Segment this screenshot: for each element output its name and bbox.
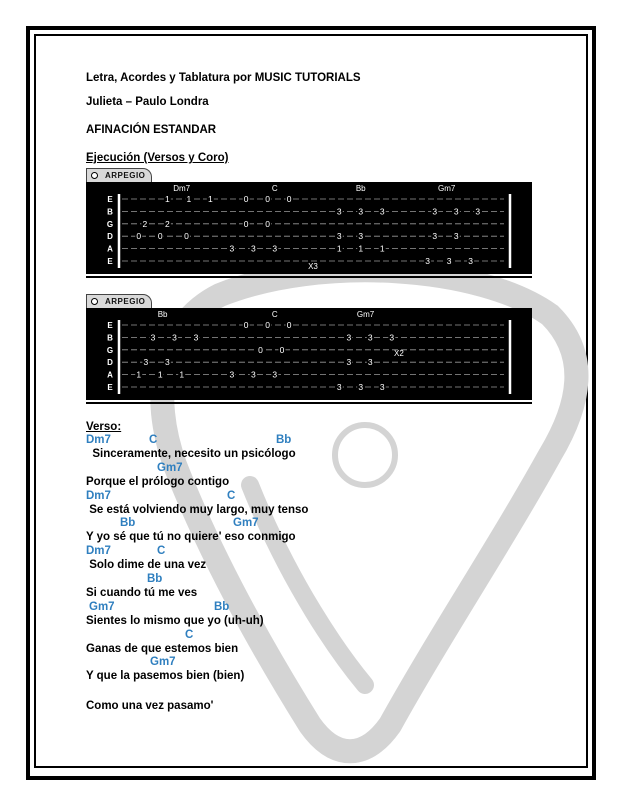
tab-fret-number: 3 bbox=[346, 357, 352, 368]
lyric-line: Sinceramente, necesito un psicólogo bbox=[86, 448, 296, 460]
lyric-line: Y yo sé que tú no quiere' eso conmigo bbox=[86, 531, 296, 544]
tab-fret-number: 3 bbox=[475, 206, 481, 217]
chord-line bbox=[86, 545, 486, 558]
chord-name: Gm7 bbox=[233, 517, 259, 530]
tab-fret-number: 1 bbox=[358, 243, 364, 254]
tab-chord-label: Bb bbox=[157, 310, 168, 319]
tab-fret-number: 2 bbox=[164, 218, 170, 229]
chord-name: Dm7 bbox=[86, 489, 111, 502]
tab-fret-number: 3 bbox=[468, 256, 473, 266]
lyric-line: Y que la pasemos bien (bien) bbox=[86, 670, 245, 683]
tab-fret-number: 0 bbox=[243, 320, 249, 330]
arpeggio-label: ARPEGIO bbox=[105, 297, 146, 306]
lyric-line: Se está volviendo muy largo, muy tenso bbox=[86, 503, 309, 516]
tab-fret-number: 1 bbox=[186, 194, 192, 204]
chord-name: Dm7 bbox=[86, 545, 111, 558]
tab-fret-number: 3 bbox=[432, 206, 438, 217]
tab-chord-label: C bbox=[271, 310, 278, 319]
chord-name: Bb bbox=[276, 434, 292, 446]
tab-fret-number: 0 bbox=[243, 218, 249, 229]
lyric-line: Si cuando tú me ves bbox=[86, 587, 198, 599]
tab-fret-number: 3 bbox=[453, 206, 459, 217]
tab-fret-number: 3 bbox=[346, 332, 352, 343]
string-name-label: E bbox=[107, 383, 113, 392]
tab-underline-1 bbox=[86, 276, 532, 278]
tab-staff-2-svg bbox=[86, 308, 532, 400]
chord-name: Bb bbox=[214, 600, 230, 613]
chord-line bbox=[86, 601, 486, 614]
tab-fret-number: 3 bbox=[389, 332, 395, 343]
verse-heading: Verso: bbox=[86, 421, 122, 433]
tab-fret-number: 0 bbox=[265, 320, 271, 330]
chord-name: C bbox=[149, 434, 158, 446]
tab-underline-2 bbox=[86, 402, 532, 404]
tab-fret-number: 1 bbox=[207, 194, 213, 204]
tab-fret-number: 0 bbox=[243, 194, 249, 204]
tab-fret-number: 3 bbox=[358, 206, 364, 217]
lyric-line: Ganas de que estemos bien bbox=[86, 642, 239, 655]
string-name-label: G bbox=[106, 219, 114, 229]
repeat-label: X2 bbox=[394, 349, 404, 358]
tab-chord-label: Gm7 bbox=[356, 310, 375, 319]
tab-chord-label: Bb bbox=[355, 184, 366, 193]
tab-fret-number: 2 bbox=[142, 218, 148, 229]
chord-name: Bb bbox=[120, 517, 136, 530]
tab-fret-number: 3 bbox=[446, 256, 452, 266]
tab-fret-number: 0 bbox=[265, 218, 271, 229]
tab-fret-number: 3 bbox=[367, 357, 373, 368]
song-title: Julieta – Paulo Londra bbox=[86, 96, 209, 108]
tab-fret-number: 3 bbox=[193, 332, 199, 343]
string-name-label: E bbox=[107, 195, 113, 204]
tab-staff-1-svg bbox=[86, 182, 532, 274]
tab-fret-number: 1 bbox=[136, 369, 142, 380]
tab-fret-number: 1 bbox=[336, 243, 342, 254]
tab-fret-number: 0 bbox=[136, 231, 142, 242]
tab-fret-number: 3 bbox=[272, 243, 278, 254]
record-dot-icon bbox=[91, 298, 98, 305]
tab-fret-number: 1 bbox=[179, 369, 185, 380]
credit-line: Letra, Acordes y Tablatura por MUSIC TUTORIALS bbox=[86, 72, 361, 84]
tab-fret-number: 1 bbox=[379, 243, 385, 254]
tab-fret-number: 0 bbox=[286, 320, 292, 330]
tab-fret-number: 1 bbox=[157, 369, 163, 380]
tab-staff-2 bbox=[86, 308, 532, 400]
tab-fret-number: 3 bbox=[453, 231, 459, 242]
lyric-line: Sientes lo mismo que yo (uh-uh) bbox=[86, 614, 264, 627]
chord-name: Bb bbox=[147, 573, 163, 585]
chord-name: Dm7 bbox=[86, 434, 111, 446]
tab-fret-number: 0 bbox=[279, 344, 285, 355]
arpeggio-label: ARPEGIO bbox=[105, 171, 146, 180]
tab-fret-number: 0 bbox=[184, 231, 189, 242]
arpeggio-tab-button[interactable] bbox=[86, 168, 152, 183]
tab-fret-number: 3 bbox=[358, 231, 364, 242]
chord-name: Gm7 bbox=[89, 600, 115, 613]
string-name-label: D bbox=[107, 358, 113, 368]
tab-fret-number: 3 bbox=[358, 382, 364, 392]
tab-block-2 bbox=[86, 294, 532, 406]
tab-fret-number: 3 bbox=[379, 382, 385, 392]
arpeggio-tab-button-2[interactable] bbox=[86, 294, 152, 309]
string-name-label: A bbox=[107, 370, 113, 380]
tab-fret-number: 0 bbox=[157, 231, 163, 242]
tab-chord-label: Dm7 bbox=[173, 184, 191, 193]
execution-heading: Ejecución (Versos y Coro) bbox=[86, 152, 229, 164]
chord-name: Gm7 bbox=[150, 656, 176, 669]
string-name-label: E bbox=[107, 257, 113, 266]
record-dot-icon bbox=[91, 172, 98, 179]
tab-fret-number: 3 bbox=[336, 206, 342, 217]
string-name-label: B bbox=[107, 207, 113, 217]
chord-line bbox=[86, 517, 486, 530]
final-lyric-line: Como una vez pasamo' bbox=[86, 700, 214, 712]
tab-fret-number: 0 bbox=[265, 194, 271, 204]
tab-fret-number: 3 bbox=[379, 206, 385, 217]
tab-fret-number: 3 bbox=[250, 369, 256, 380]
chord-line bbox=[86, 434, 486, 447]
chord-line bbox=[86, 490, 486, 503]
tab-fret-number: 3 bbox=[143, 357, 149, 368]
repeat-label: X3 bbox=[308, 262, 318, 271]
chord-line bbox=[86, 462, 486, 475]
tab-fret-number: 3 bbox=[432, 231, 438, 242]
chord-name: C bbox=[227, 489, 236, 502]
chord-name: C bbox=[157, 545, 166, 558]
chord-line bbox=[86, 629, 486, 642]
tab-fret-number: 0 bbox=[286, 194, 292, 204]
string-name-label: B bbox=[107, 333, 113, 343]
tab-staff-1 bbox=[86, 182, 532, 274]
tab-fret-number: 3 bbox=[425, 256, 430, 266]
string-name-label: D bbox=[107, 232, 113, 242]
chord-name: Gm7 bbox=[157, 461, 183, 474]
string-name-label: E bbox=[107, 321, 113, 330]
tab-fret-number: 3 bbox=[229, 243, 235, 254]
tab-block-1 bbox=[86, 168, 532, 280]
tab-fret-number: 3 bbox=[150, 332, 156, 343]
chord-name: C bbox=[185, 628, 194, 641]
tab-fret-number: 0 bbox=[258, 344, 263, 355]
tab-chord-label: C bbox=[271, 184, 278, 193]
tab-fret-number: 3 bbox=[336, 382, 342, 392]
string-name-label: G bbox=[106, 345, 114, 355]
chord-line bbox=[86, 573, 486, 586]
tab-fret-number: 3 bbox=[164, 357, 170, 368]
tab-chord-label: Gm7 bbox=[438, 184, 456, 193]
tab-fret-number: 1 bbox=[164, 194, 170, 204]
tab-fret-number: 3 bbox=[272, 369, 278, 380]
lyric-line: Solo dime de una vez bbox=[86, 559, 207, 572]
chord-line bbox=[86, 656, 486, 669]
tuning-label: AFINACIÓN ESTANDAR bbox=[86, 124, 217, 136]
tab-fret-number: 3 bbox=[250, 243, 256, 254]
lyric-line: Porque el prólogo contigo bbox=[86, 475, 230, 488]
tab-fret-number: 3 bbox=[336, 231, 342, 242]
string-name-label: A bbox=[107, 244, 113, 254]
tab-fret-number: 3 bbox=[367, 332, 373, 343]
tab-fret-number: 3 bbox=[229, 369, 235, 380]
tab-fret-number: 3 bbox=[172, 332, 177, 343]
